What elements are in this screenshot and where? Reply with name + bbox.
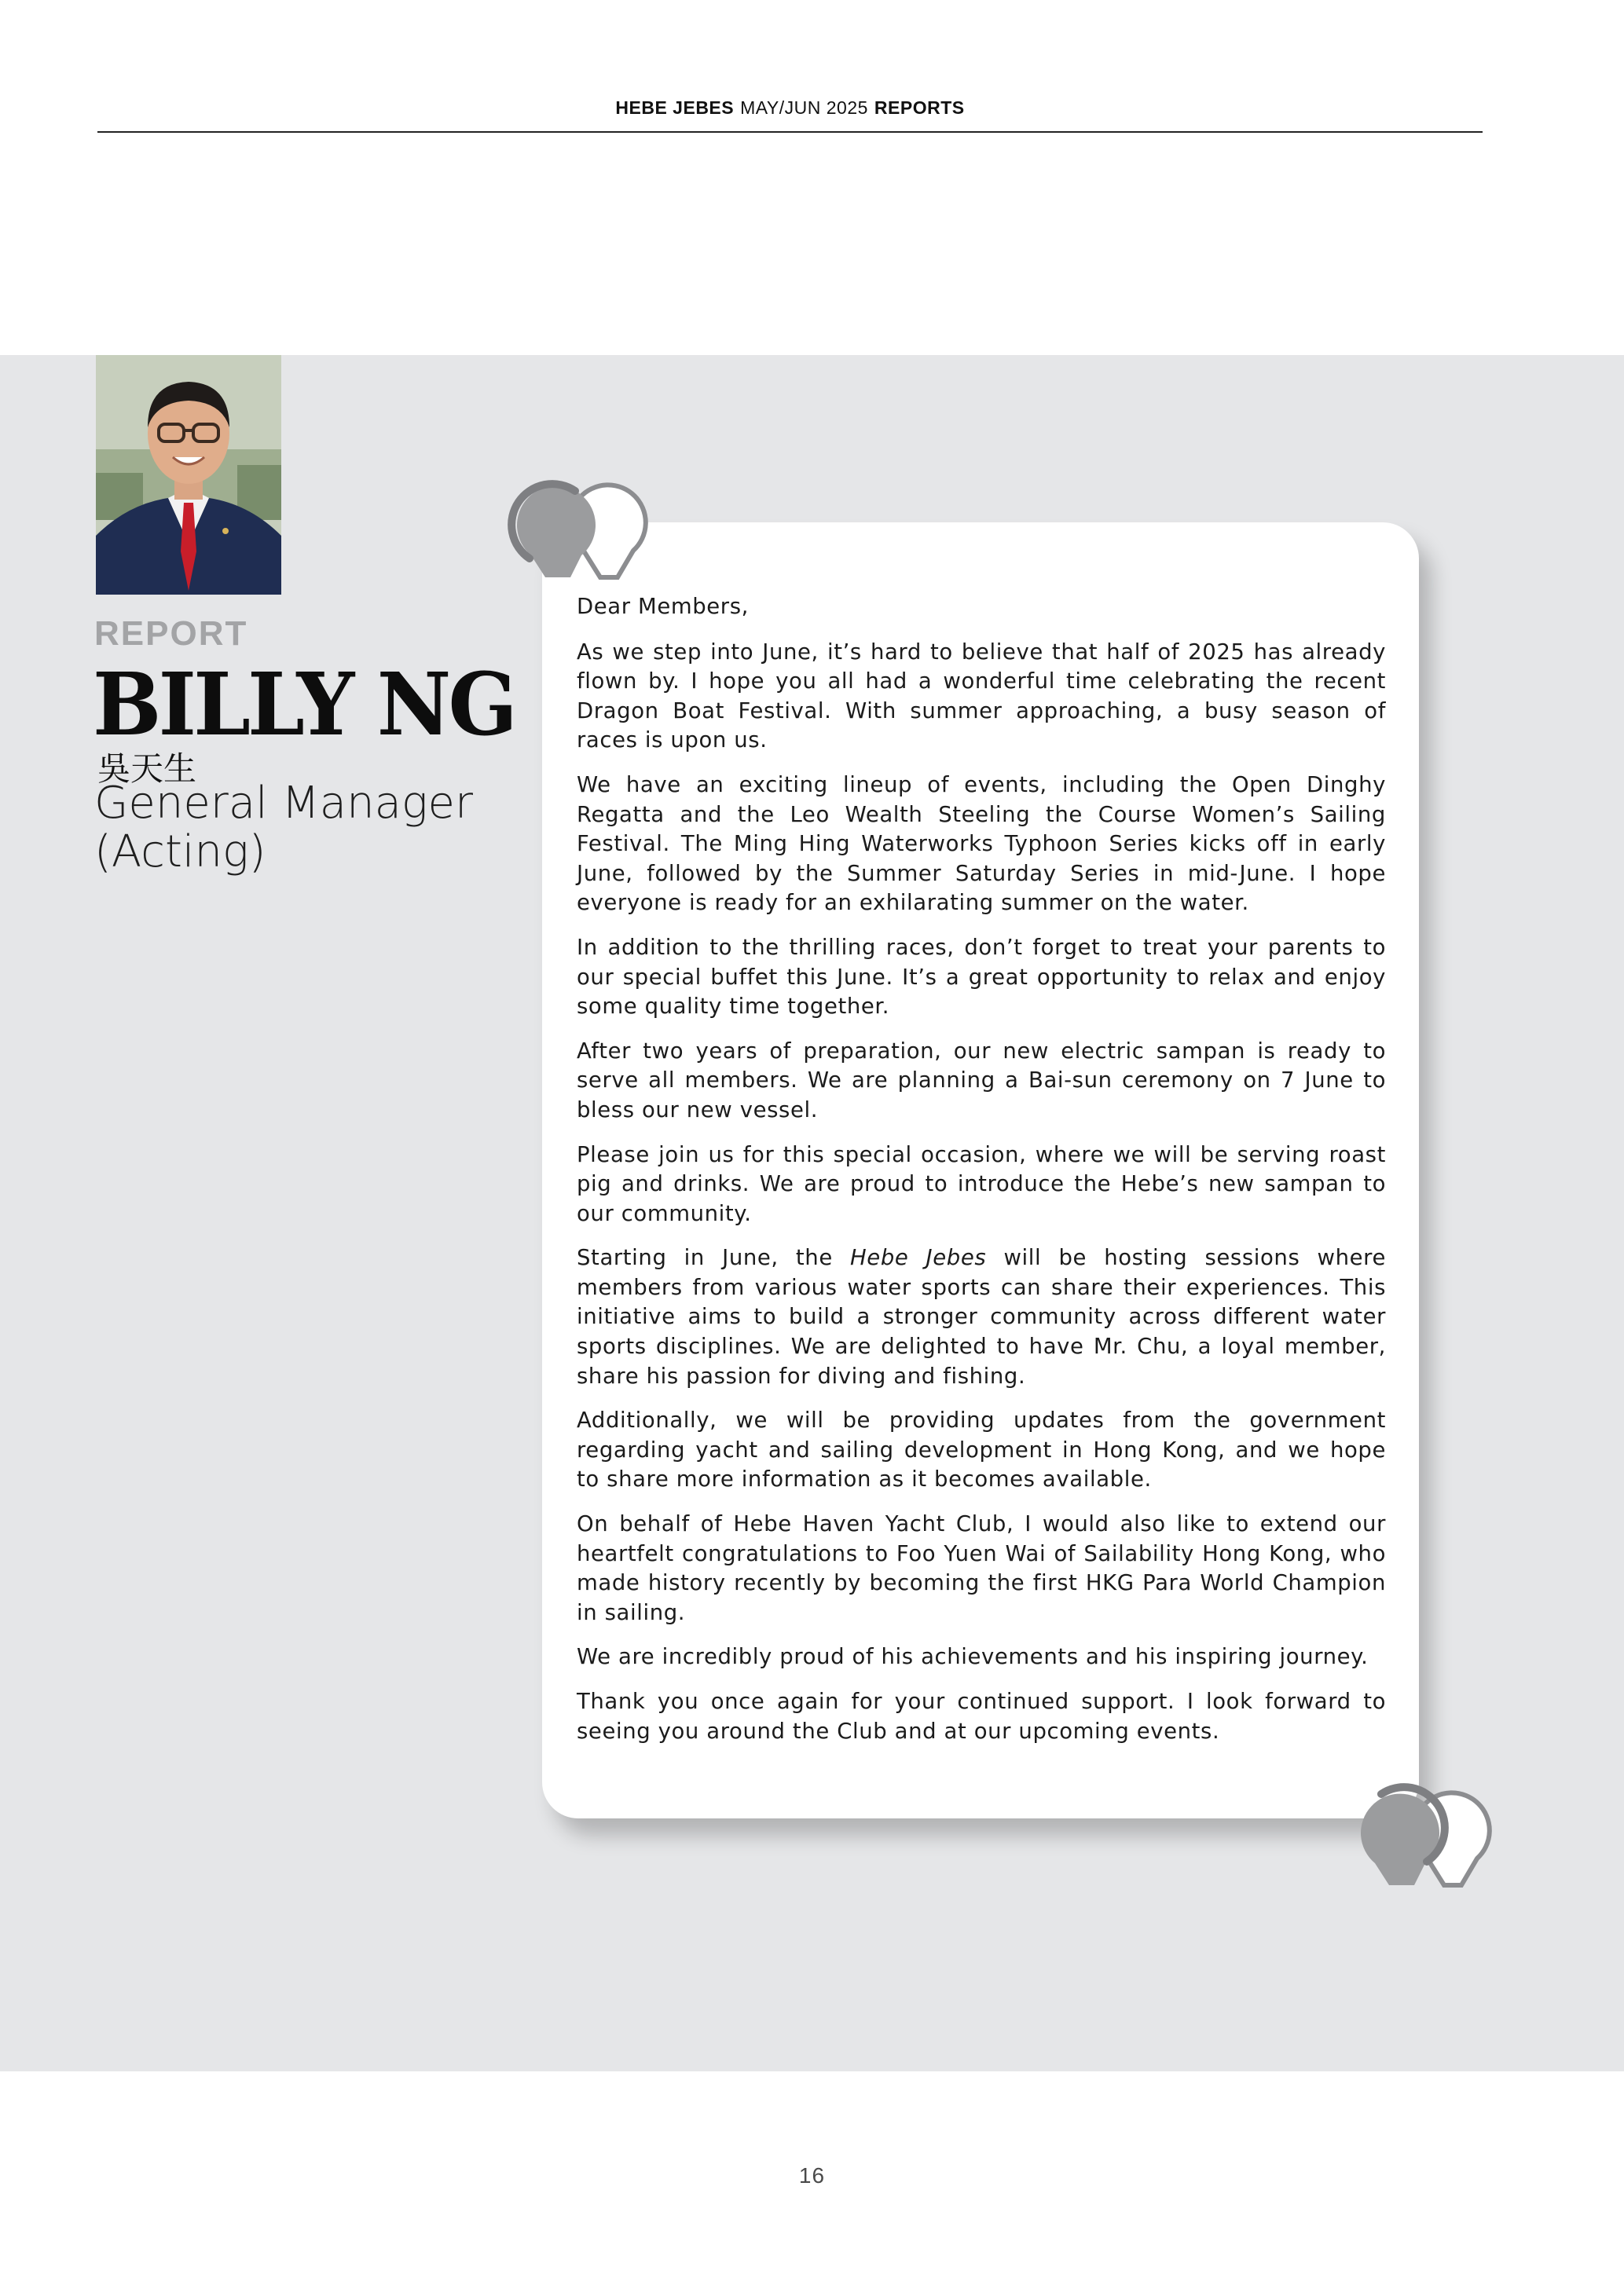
letter-salutation: Dear Members, xyxy=(577,594,749,619)
letter-paragraph: Additionally, we will be providing updates from the government regarding yacht and sailing development in Hong Kong, and we hope to share more information as it becomes available. xyxy=(577,1408,1386,1492)
author-chinese-name: 吳天生 xyxy=(97,749,197,788)
letter-paragraph: Please join us for this special occasion, where we will be serving roast pig and drinks. We are proud to introduce the Hebe’s new sampan to our community. xyxy=(577,1141,1386,1226)
report-label: REPORT xyxy=(94,614,248,653)
section-name: REPORTS xyxy=(874,97,965,118)
author-title xyxy=(94,779,534,877)
publication-name: HEBE JEBES xyxy=(615,97,735,118)
author-title-line1: General Manager xyxy=(94,778,474,829)
letter-text: will be hosting sessions where members from various water sports can share their experiences. This initiative aims to build a stronger community across different water sports disciplines. We are delighted to have Mr. Chu, a loyal member, share his passion for diving and fishing. xyxy=(577,1245,1386,1389)
letter-paragraph xyxy=(577,1243,1386,1391)
letter-paragraph: We are incredibly proud of his achievements and his inspiring journey. xyxy=(577,1644,1369,1670)
letter-paragraph: We have an exciting lineup of events, including the Open Dinghy Regatta and the Leo Wealth Steeling the Course Women’s Sailing Festival. The Ming Hing Waterworks Typhoon Series kicks off in early June, followed by the Summer Saturday Series in mid-June. I hope everyone is ready for an exhilarating summer on the water. xyxy=(577,771,1386,916)
letter-paragraph: On behalf of Hebe Haven Yacht Club, I would also like to extend our heartfelt congratulations to Foo Yuen Wai of Sailability Hong Kong, who made history recently by becoming the first HKG Para World Champion in sailing. xyxy=(577,1511,1386,1625)
letter-paragraph: As we step into June, it’s hard to believe that half of 2025 has already flown by. I hope you all had a wonderful time celebrating the recent Dragon Boat Festival. With summer approaching, a busy season of races is upon us. xyxy=(577,639,1386,753)
close-quote-icon xyxy=(1336,1767,1493,1893)
letter-paragraph: In addition to the thrilling races, don’t forget to treat your parents to our special buffet this June. It’s a great opportunity to relax and enjoy some quality time together. xyxy=(577,934,1386,1020)
letter-paragraph: After two years of preparation, our new electric sampan is ready to serve all members. We are planning a Bai-sun ceremony on 7 June to bless our new vessel. xyxy=(577,1038,1386,1122)
issue-date: MAY/JUN 2025 xyxy=(740,97,868,118)
letter-paragraph: Thank you once again for your continued support. I look forward to seeing you around the Club and at our upcoming events. xyxy=(577,1689,1386,1744)
portrait-photo xyxy=(96,355,281,595)
letter-text: Starting in June, the xyxy=(577,1245,851,1271)
page-number: 16 xyxy=(798,2163,826,2188)
person-portrait xyxy=(96,355,281,595)
header-rule xyxy=(97,131,1483,133)
author-name: BILLY NG xyxy=(93,654,515,755)
open-quote-icon xyxy=(500,467,657,585)
author-title-line2: (Acting) xyxy=(94,826,266,877)
running-header xyxy=(97,97,1483,119)
publication-title-italic: Hebe Jebes xyxy=(850,1245,987,1271)
letter-body xyxy=(577,592,1386,1761)
